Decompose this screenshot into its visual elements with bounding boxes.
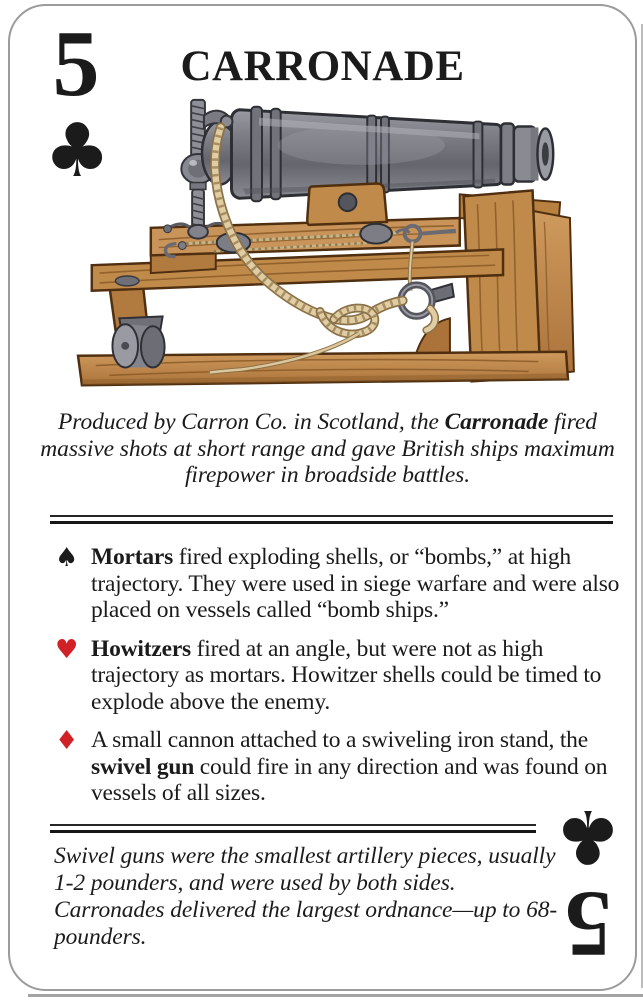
club-icon: ♣ bbox=[44, 108, 111, 194]
fact-item-mortars bbox=[54, 544, 624, 624]
caption-post: fired massive shots at short range and gave British ships maximum firepower in broadside battles. bbox=[40, 409, 615, 488]
spade-icon: ♠ bbox=[55, 543, 79, 573]
club-icon: ♣ bbox=[554, 793, 622, 879]
fact-bold: Howitzers bbox=[91, 635, 191, 662]
footer-text: Swivel guns were the smallest artillery pieces, usually 1-2 pounders, and were used by both sides. Carronades delivered the largest ordnance—up to 68-pounders. bbox=[54, 843, 558, 950]
fact-post: fired at an angle, but were not as high trajectory as mortars. Howitzer shells could be timed to explode above the enemy. bbox=[91, 635, 602, 715]
card-corner-bottom-right bbox=[554, 793, 622, 976]
fact-bold: Mortars bbox=[91, 544, 174, 570]
fact-bold: swivel gun bbox=[91, 753, 195, 780]
caption-text bbox=[40, 409, 615, 489]
photo-edge-bottom bbox=[28, 994, 643, 997]
fact-item-howitzers bbox=[54, 636, 624, 716]
fact-post: fired exploding shells, or “bombs,” at high trajectory. They were used in siege warfare and were also placed on vessels called “bomb ships.” bbox=[91, 544, 620, 623]
carronade-illustration bbox=[66, 94, 640, 399]
playing-card bbox=[8, 4, 637, 991]
diamond-icon: ♦ bbox=[55, 726, 79, 756]
divider-bottom bbox=[50, 824, 536, 833]
rank-bottom-right: 5 bbox=[564, 872, 612, 976]
card-title: CARRONADE bbox=[180, 43, 465, 90]
heart-icon: ♥ bbox=[55, 634, 79, 665]
fact-list bbox=[54, 544, 624, 819]
fact-pre: A small cannon attached to a swiveling iron stand, the bbox=[91, 727, 588, 753]
fact-post: could fire in any direction and was found on vessels of all sizes. bbox=[91, 753, 608, 806]
divider-top bbox=[50, 515, 613, 524]
caption-bold: Carronade bbox=[444, 409, 549, 435]
caption-pre: Produced by Carron Co. in Scotland, the bbox=[58, 409, 445, 435]
fact-item-swivel-gun bbox=[54, 727, 624, 807]
rank-top-left: 5 bbox=[52, 12, 100, 116]
